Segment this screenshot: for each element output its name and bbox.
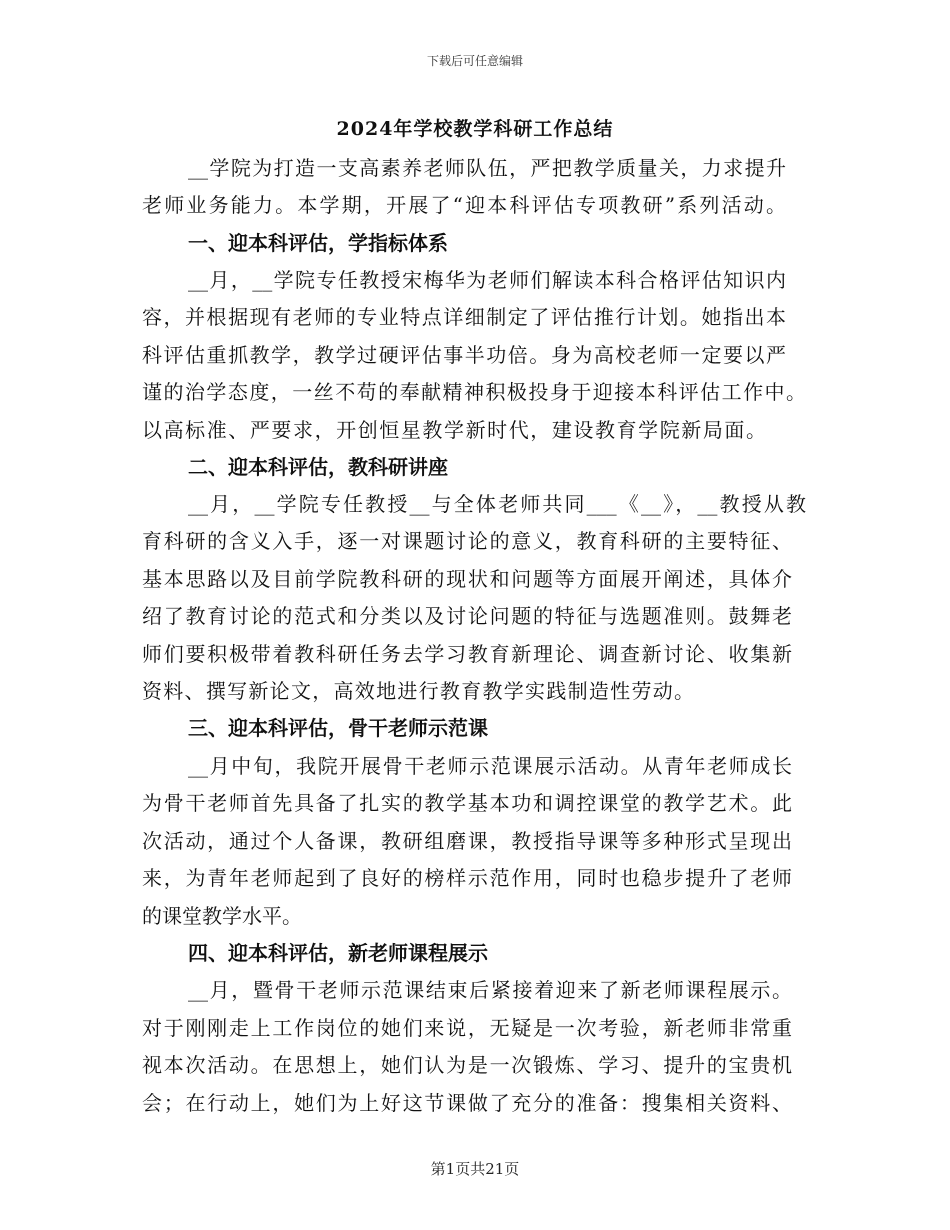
- paragraph-line: 对于刚刚走上工作岗位的她们来说，无疑是一次考验，新老师非常重: [142, 1016, 792, 1040]
- section-heading: 一、迎本科评估，学指标体系: [188, 231, 448, 255]
- paragraph-line: __学院为打造一支高素养老师队伍，严把教学质量关，力求提升: [188, 156, 786, 180]
- paragraph-line: 次活动，通过个人备课，教研组磨课，教授指导课等多种形式呈现出: [142, 829, 792, 853]
- page-footer: 第1页共21页: [430, 1160, 520, 1178]
- paragraph-line: __月中旬，我院开展骨干老师示范课展示活动。从青年老师成长: [188, 754, 792, 778]
- section-heading: 二、迎本科评估，教科研讲座: [188, 455, 448, 479]
- paragraph-line: 绍了教育讨论的范式和分类以及讨论问题的特征与选题准则。鼓舞老: [142, 604, 792, 628]
- paragraph-line: 谨的治学态度，一丝不苟的奉献精神积极投身于迎接本科评估工作中。: [142, 380, 806, 404]
- paragraph-line: __月，__学院专任教授__与全体老师共同___《__》，__教授从教: [188, 492, 806, 516]
- document-title: 2024年学校教学科研工作总结: [336, 118, 614, 140]
- paragraph-line: 师们要积极带着教科研任务去学习教育新理论、调查新讨论、收集新: [142, 642, 792, 666]
- paragraph-line: __月，__学院专任教授宋梅华为老师们解读本科合格评估知识内: [188, 268, 786, 292]
- paragraph-line: 的课堂教学水平。: [142, 904, 302, 928]
- section-heading: 四、迎本科评估，新老师课程展示: [188, 941, 488, 965]
- paragraph-line: 资料、撰写新论文，高效地进行教育教学实践制造性劳动。: [142, 679, 694, 703]
- paragraph-line: 为骨干老师首先具备了扎实的教学基本功和调控课堂的教学艺术。此: [142, 791, 792, 815]
- paragraph-line: 老师业务能力。本学期，开展了“迎本科评估专项教研”系列活动。: [142, 193, 786, 217]
- paragraph-line: __月，暨骨干老师示范课结束后紧接着迎来了新老师课程展示。: [188, 978, 792, 1002]
- header-note: 下载后可任意编辑: [426, 54, 523, 68]
- paragraph-line: 基本思路以及目前学院教科研的现状和问题等方面展开阐述，具体介: [142, 567, 792, 591]
- section-heading: 三、迎本科评估，骨干老师示范课: [188, 716, 488, 740]
- paragraph-line: 视本次活动。在思想上，她们认为是一次锻炼、学习、提升的宝贵机: [142, 1053, 792, 1077]
- paragraph-line: 来，为青年老师起到了良好的榜样示范作用，同时也稳步提升了老师: [142, 866, 792, 890]
- paragraph-line: 会；在行动上，她们为上好这节课做了充分的准备：搜集相关资料、: [142, 1091, 792, 1115]
- paragraph-line: 容，并根据现有老师的专业特点详细制定了评估推行计划。她指出本: [142, 305, 786, 329]
- paragraph-line: 科评估重抓教学，教学过硬评估事半功倍。身为高校老师一定要以严: [142, 343, 786, 367]
- paragraph-line: 育科研的含义入手，逐一对课题讨论的意义，教育科研的主要特征、: [142, 529, 792, 553]
- paragraph-line: 以高标准、严要求，开创恒星教学新时代，建设教育学院新局面。: [142, 418, 766, 442]
